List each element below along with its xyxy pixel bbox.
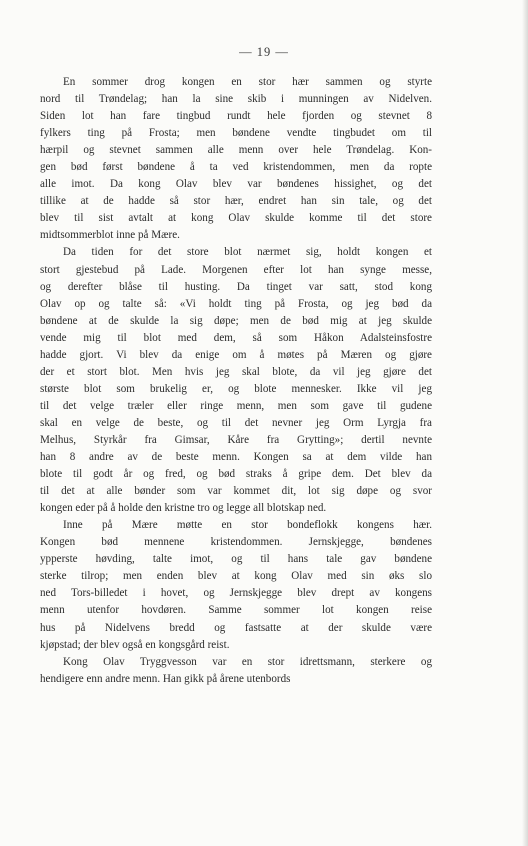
text-line: Kongen bød mennene kristendommen. Jernskjegge, bøndenes [40,536,432,549]
text-line: midtsommerblot inne på Mære. [40,229,180,242]
text-line: hærpil og stevnet sammen alle menn over hele Trøndelag. Kon- [40,144,432,157]
text-line: Melhus, Styrkår fra Gimsar, Kåre fra Grytting»; dertil nevnte [40,433,432,446]
paragraph [40,517,432,653]
text-line: stort gjestebud på Lade. Morgenen efter lot han synge messe, [40,263,432,276]
text-line: kjøpstad; der blev også en kongsgård reist. [40,638,230,651]
text-line: Inne på Mære møtte en stor bondeflokk kongens hær. [63,519,432,532]
text-line: kongen eder på å holde den kristne tro og legge all blotskap ned. [40,502,327,515]
text-line: ned Tors-billedet i hovet, og Jernskjegge blev drept av kongens [40,587,432,600]
text-line: nord til Trøndelag; han la sine skib i munningen av Nidelven. [40,93,432,106]
text-line: En sommer drog kongen en stor hær sammen og styrte [63,76,432,88]
text-line: og derefter blåse til husting. Da tinget var satt, stod kong [40,280,432,293]
text-line: hus på Nidelvens bredd og fastsatte at der skulde være [40,621,432,634]
text-line: blote til godt år og fred, og bød straks å gripe dem. Det blev da [40,468,432,481]
text-line: tillike at de hadde så stor hær, endret han sin tale, og det [40,195,432,208]
text-line: hendigere enn andre menn. Han gikk på årene utenbords [40,672,291,685]
text-line: menn utenfor hovdøren. Samme sommer lot kongen reise [40,604,432,617]
text-line: skal en velge de beste, og til det nevner jeg Orm Lyrgja fra [40,416,432,429]
text-line: Siden lot han fare tingbud rundt hele fjorden og stevnet 8 [40,110,432,123]
text-line: der et stort blot. Men hvis jeg skal blote, da vil jeg gjøre det [40,365,432,378]
text-line: sterke tilrop; men enden blev at kong Olav med sin øks slo [40,570,432,583]
text-line: gen bød først bøndene å ta ved kristendommen, men da ropte [40,161,432,174]
text-line: til det at alle bønder som var kommet dit, lot sig døpe og svor [40,485,432,498]
text-line: vende mig til blot med dem, så som Håkon Adalsteinsfostre [40,331,432,344]
text-line: han 8 andre av de beste menn. Kongen sa at dem vilde han [40,451,432,464]
text-line: hadde gjort. Vi blev da enige om å møtes på Mæren og gjøre [40,348,432,361]
text-line: til det velge træler eller ringe menn, men som gave til gudene [40,399,432,412]
text-line: Olav op og talte så: «Vi holdt ting på Frosta, og jeg bød da [40,297,432,310]
body-text [40,74,432,688]
text-line: ypperste høvding, talte imot, og til hans tale gav bøndene [40,553,432,566]
text-line: fylkers ting på Frosta; men bøndene vendte tingbudet om til [40,127,432,140]
page-number: — 19 — [239,45,289,59]
text-line: bøndene at de skulde la sig døpe; men de bød mig at jeg skulde [40,314,432,327]
text-line: alle imot. Da kong Olav blev var bøndenes hissighet, og det [40,178,432,191]
text-line: blev til sist avtalt at kong Olav skulde komme til det store [40,212,432,225]
paragraph [40,654,432,688]
page-edge-shadow [522,0,528,846]
paragraph [40,74,432,244]
text-line: Da tiden for det store blot nærmet sig, holdt kongen et [63,246,432,259]
paragraph [40,244,432,517]
text-line: Kong Olav Tryggvesson var en stor idrettsmann, sterkere og [63,655,432,668]
text-line: største blot som brukelig er, og blote mennesker. Ikke vil jeg [40,382,432,395]
